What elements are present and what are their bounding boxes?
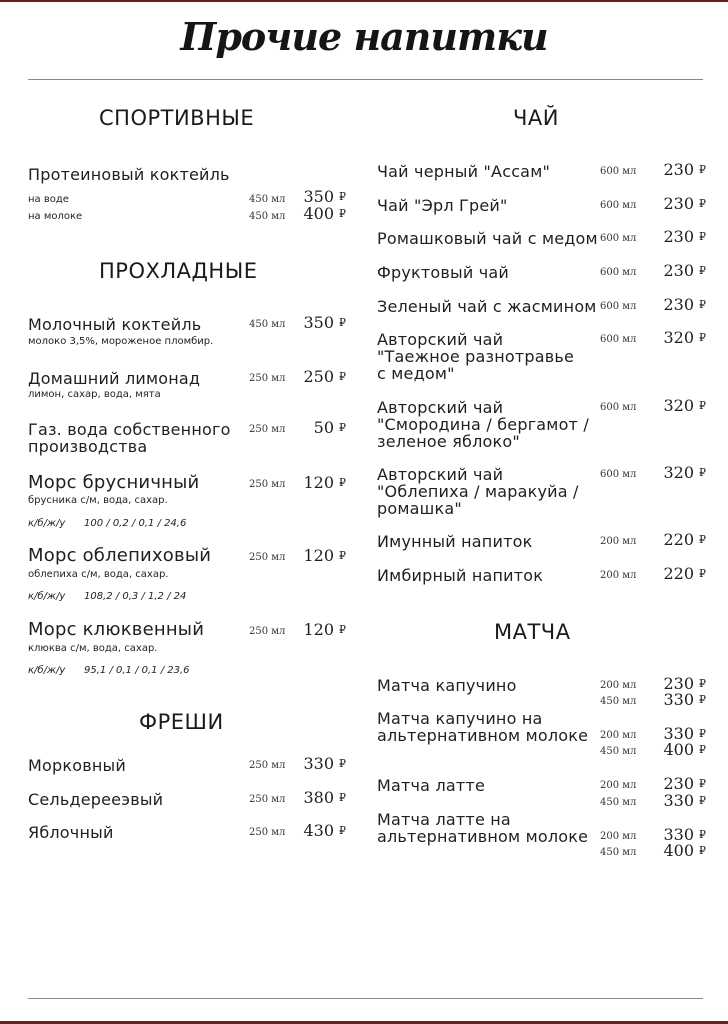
item-name: Матча капучино xyxy=(377,676,517,695)
item-name: Молочный коктейль xyxy=(28,315,202,334)
item-name: Морс облепиховый xyxy=(28,545,212,566)
item-volume: 450 мл xyxy=(600,696,637,707)
item-name: Имунный напиток xyxy=(377,532,533,551)
item-price: 330 ₽ xyxy=(663,825,706,844)
item-price: 220 ₽ xyxy=(663,564,706,583)
item-price: 330 ₽ xyxy=(663,724,706,743)
item-price: 400 ₽ xyxy=(663,841,706,860)
item-name: Авторский чай xyxy=(377,330,504,349)
item-name: Авторский чай xyxy=(377,398,504,417)
item-name: Газ. вода собственного xyxy=(28,420,231,439)
footer-divider xyxy=(28,998,703,999)
item-description: облепиха с/м, вода, сахар. xyxy=(28,569,169,580)
option-label: на молоке xyxy=(28,211,83,222)
option-label: на воде xyxy=(28,194,69,205)
item-nutrition: 108,2 / 0,3 / 1,2 / 24 xyxy=(84,591,187,602)
item-volume: 450 мл xyxy=(249,319,286,330)
item-volume: 250 мл xyxy=(249,552,286,563)
item-price: 230 ₽ xyxy=(663,194,706,213)
item-name: с медом" xyxy=(377,364,455,383)
item-name: Имбирный напиток xyxy=(377,566,544,585)
item-name: Морс клюквенный xyxy=(28,619,205,640)
section-heading-matcha: МАТЧА xyxy=(494,620,571,644)
item-price: 330 ₽ xyxy=(663,690,706,709)
item-name: Домашний лимонад xyxy=(28,369,201,388)
item-price: 320 ₽ xyxy=(663,396,706,415)
item-price: 380 ₽ xyxy=(303,788,346,807)
item-name: Матча капучино на xyxy=(377,709,543,728)
section-heading-cool: ПРОХЛАДНЫЕ xyxy=(99,259,258,283)
item-volume: 200 мл xyxy=(600,536,637,547)
item-price: 350 ₽ xyxy=(303,313,346,332)
item-volume: 250 мл xyxy=(249,424,286,435)
item-volume: 200 мл xyxy=(600,680,637,691)
item-name: ромашка" xyxy=(377,499,462,518)
item-name: "Смородина / бергамот / xyxy=(377,415,589,434)
item-volume: 600 мл xyxy=(600,301,637,312)
item-price: 430 ₽ xyxy=(303,821,346,840)
item-price: 320 ₽ xyxy=(663,328,706,347)
item-price: 400 ₽ xyxy=(663,740,706,759)
item-volume: 200 мл xyxy=(600,831,637,842)
page-title: Прочие напитки xyxy=(180,14,548,59)
item-nutrition-label: к/б/ж/у xyxy=(28,591,66,602)
item-volume: 200 мл xyxy=(600,780,637,791)
item-description: лимон, сахар, вода, мята xyxy=(28,389,161,400)
right-column xyxy=(360,0,728,1024)
item-volume: 200 мл xyxy=(600,730,637,741)
item-name: зеленое яблоко" xyxy=(377,432,520,451)
item-volume: 450 мл xyxy=(249,211,286,222)
item-name: Сельдерееэвый xyxy=(28,790,164,809)
item-volume: 600 мл xyxy=(600,166,637,177)
item-price: 230 ₽ xyxy=(663,261,706,280)
item-name: Фруктовый чай xyxy=(377,263,509,282)
item-volume: 250 мл xyxy=(249,760,286,771)
item-name: Матча латте на xyxy=(377,810,511,829)
left-column xyxy=(0,0,360,1024)
item-name: Чай черный "Ассам" xyxy=(377,162,551,181)
item-name: альтернативном молоке xyxy=(377,827,589,846)
item-volume: 450 мл xyxy=(249,194,286,205)
item-name: альтернативном молоке xyxy=(377,726,589,745)
item-nutrition-label: к/б/ж/у xyxy=(28,518,66,529)
item-description: брусника с/м, вода, сахар. xyxy=(28,495,168,506)
section-heading-tea: ЧАЙ xyxy=(513,106,559,130)
item-price: 400 ₽ xyxy=(303,204,346,223)
item-price: 230 ₽ xyxy=(663,674,706,693)
item-volume: 250 мл xyxy=(249,479,286,490)
item-price: 230 ₽ xyxy=(663,227,706,246)
item-name: Чай "Эрл Грей" xyxy=(377,196,508,215)
section-heading-sports: СПОРТИВНЫЕ xyxy=(99,106,255,130)
item-volume: 250 мл xyxy=(249,373,286,384)
item-price: 230 ₽ xyxy=(663,160,706,179)
item-nutrition-label: к/б/ж/у xyxy=(28,665,66,676)
item-volume: 450 мл xyxy=(600,847,637,858)
item-volume: 600 мл xyxy=(600,267,637,278)
item-name: производства xyxy=(28,437,148,456)
item-volume: 250 мл xyxy=(249,626,286,637)
item-volume: 450 мл xyxy=(600,797,637,808)
item-price: 230 ₽ xyxy=(663,774,706,793)
item-description: молоко 3,5%, мороженое пломбир. xyxy=(28,336,214,347)
item-price: 330 ₽ xyxy=(663,791,706,810)
item-price: 320 ₽ xyxy=(663,463,706,482)
item-price: 250 ₽ xyxy=(303,367,346,386)
item-volume: 600 мл xyxy=(600,469,637,480)
item-description: клюква с/м, вода, сахар. xyxy=(28,643,158,654)
item-name: Матча латте xyxy=(377,776,485,795)
item-volume: 600 мл xyxy=(600,334,637,345)
item-name: Яблочный xyxy=(28,823,114,842)
item-volume: 250 мл xyxy=(249,827,286,838)
item-volume: 450 мл xyxy=(600,746,637,757)
item-price: 220 ₽ xyxy=(663,530,706,549)
item-price: 50 ₽ xyxy=(313,418,346,437)
item-volume: 600 мл xyxy=(600,233,637,244)
item-name: Авторский чай xyxy=(377,465,504,484)
item-price: 350 ₽ xyxy=(303,187,346,206)
item-volume: 200 мл xyxy=(600,570,637,581)
item-price: 230 ₽ xyxy=(663,295,706,314)
item-nutrition: 100 / 0,2 / 0,1 / 24,6 xyxy=(84,518,187,529)
item-volume: 600 мл xyxy=(600,200,637,211)
item-name: Морс брусничный xyxy=(28,472,200,493)
item-name: Зеленый чай с жасмином xyxy=(377,297,597,316)
item-name: Морковный xyxy=(28,756,126,775)
item-name: Протеиновый коктейль xyxy=(28,165,230,184)
item-volume: 250 мл xyxy=(249,794,286,805)
item-price: 330 ₽ xyxy=(303,754,346,773)
item-name: "Таежное разнотравье xyxy=(377,347,575,366)
item-price: 120 ₽ xyxy=(303,546,346,565)
section-heading-fresh: ФРЕШИ xyxy=(139,710,224,734)
item-nutrition: 95,1 / 0,1 / 0,1 / 23,6 xyxy=(84,665,190,676)
item-volume: 600 мл xyxy=(600,402,637,413)
item-name: Ромашковый чай с медом xyxy=(377,229,598,248)
item-price: 120 ₽ xyxy=(303,620,346,639)
item-price: 120 ₽ xyxy=(303,473,346,492)
item-name: "Облепиха / маракуйа / xyxy=(377,482,579,501)
